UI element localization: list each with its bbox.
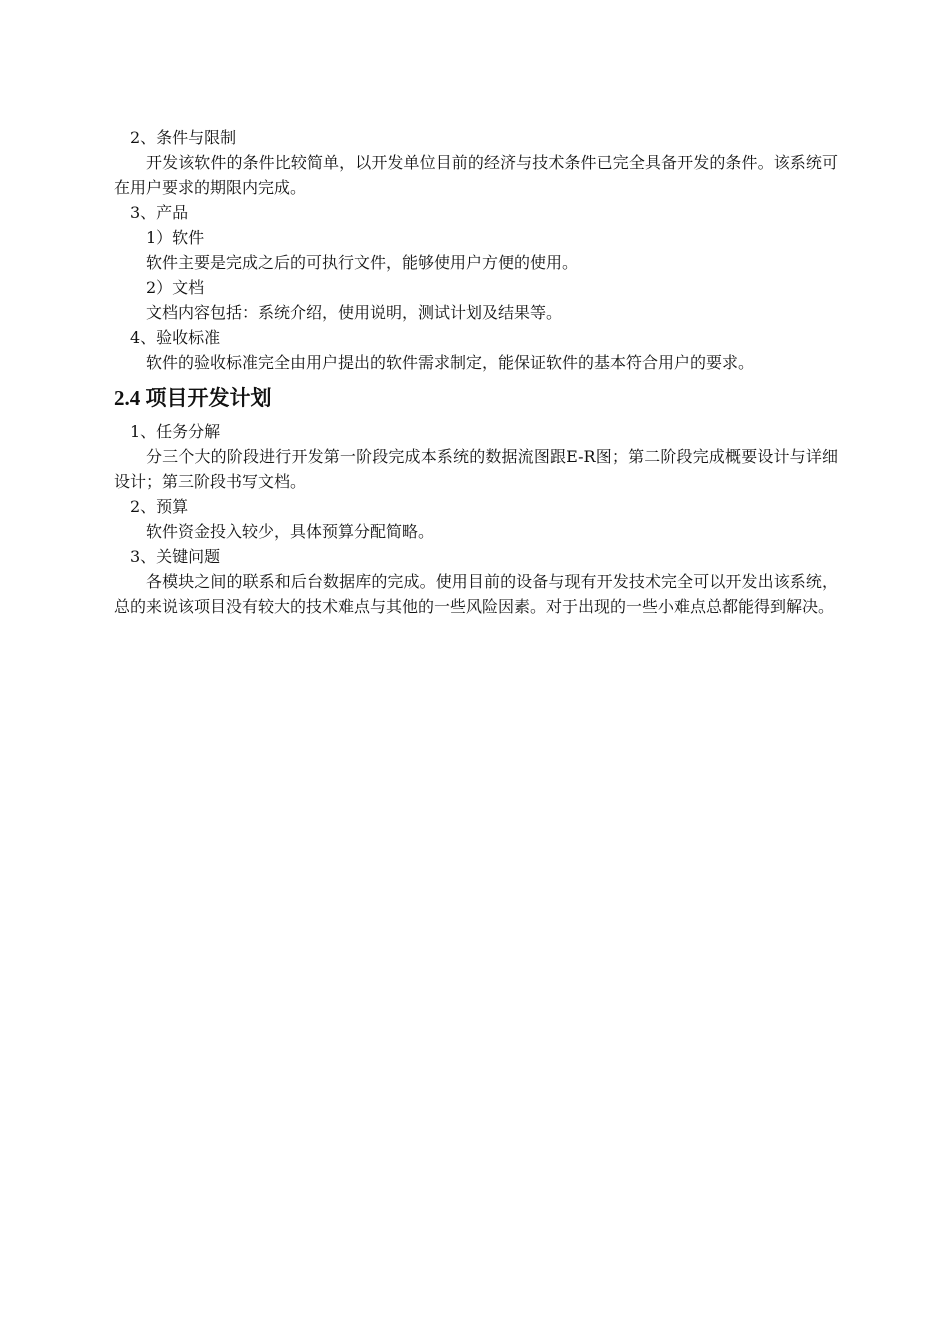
documentation-subtitle: 2）文档 <box>146 278 205 297</box>
acceptance-paragraph: 软件的验收标准完全由用户提出的软件需求制定，能保证软件的基本符合用户的要求。 <box>146 353 755 372</box>
task-breakdown-paragraph: 分三个大的阶段进行开发第一阶段完成本系统的数据流图跟E-R图；第二阶段完成概要设计与详细设计；第三阶段书写文档。 <box>114 447 838 491</box>
document-page <box>114 125 838 619</box>
software-subtitle: 1）软件 <box>146 228 205 247</box>
conditions-title: 2、条件与限制 <box>130 128 237 147</box>
acceptance-title: 4、验收标准 <box>130 328 221 347</box>
documentation-paragraph: 文档内容包括：系统介绍，使用说明，测试计划及结果等。 <box>146 303 563 322</box>
software-paragraph: 软件主要是完成之后的可执行文件，能够使用户方便的使用。 <box>146 253 579 272</box>
budget-paragraph: 软件资金投入较少，具体预算分配简略。 <box>146 522 435 541</box>
product-title: 3、产品 <box>130 203 189 222</box>
budget-title: 2、预算 <box>130 497 189 516</box>
section-heading: 2.4 项目开发计划 <box>114 386 272 410</box>
key-issues-title: 3、关键问题 <box>130 547 221 566</box>
task-breakdown-title: 1、任务分解 <box>130 422 221 441</box>
conditions-paragraph: 开发该软件的条件比较简单，以开发单位目前的经济与技术条件已完全具备开发的条件。该系统可在用户要求的期限内完成。 <box>114 153 838 197</box>
key-issues-paragraph: 各模块之间的联系和后台数据库的完成。使用目前的设备与现有开发技术完全可以开发出该系统，总的来说该项目没有较大的技术难点与其他的一些风险因素。对于出现的一些小难点总都能得到解决。 <box>114 572 838 616</box>
